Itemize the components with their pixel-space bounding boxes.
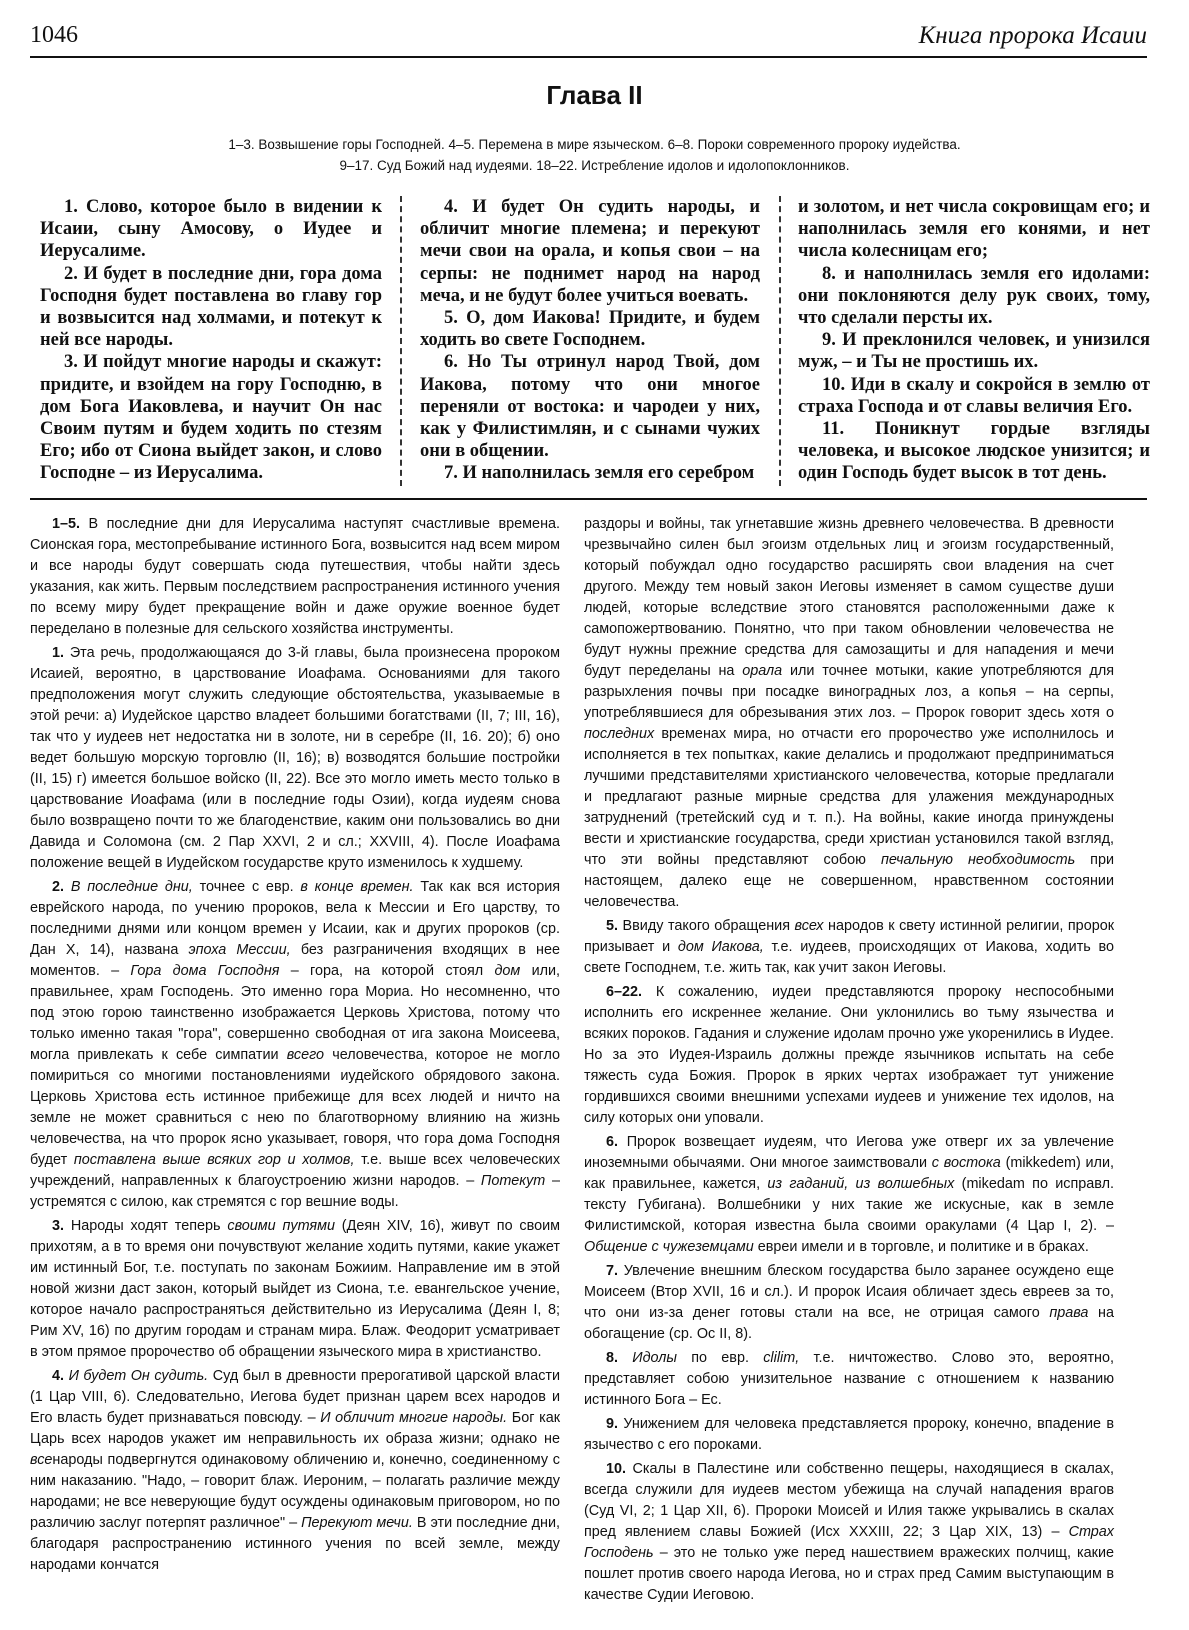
commentary-emphasis: Общение с чужеземцами xyxy=(584,1239,754,1255)
commentary-emphasis: дом xyxy=(494,963,521,979)
commentary-emphasis: Страх Господень xyxy=(584,1524,1114,1561)
commentary-text: на обогащение (ср. Ос II, 8). xyxy=(584,1305,1114,1342)
verse-reference: 1–5. xyxy=(52,516,81,532)
commentary-text: К сожалению, иудеи представляются пророку неспособными исполнить его искреннее желание. Они уклонились во тьму язычества и всяких пороков. Гадания и служение идолам прочно уже укоренились в Иудее. Но за это Иудея-Израиль должны прежде язычников испытать на себе тяжесть суда Божия. Пророк в ярких чертах изображает тут унижение гордившихся своими внешними успехами иудеев и унижение тех идолов, на силу которых они уповали. xyxy=(584,984,1114,1126)
scripture-text xyxy=(40,196,1150,486)
commentary-emphasis: дом Иакова, xyxy=(677,939,764,955)
commentary-text: т.е. ничтожество. Слово это, вероятно, представляет собою унизительное название с отношением к названию истинного Бога – Ес. xyxy=(584,1350,1114,1408)
commentary-emphasis: поставлена выше всяких гор и холмов, xyxy=(73,1152,355,1168)
commentary-text: – устремятся с силою, как стремятся с гор вешние воды. xyxy=(30,1173,560,1210)
commentary-text: по евр. xyxy=(691,1350,749,1366)
verse-column-3 xyxy=(798,196,1150,486)
commentary-emphasis: последних xyxy=(584,726,655,742)
commentary-text: Пророк возвещает иудеям, что Иегова уже отверг их за увлечение иноземными обычаями. Они многое заимствовали xyxy=(584,1134,1114,1171)
commentary-emphasis: из гаданий, из волшебных xyxy=(767,1176,955,1192)
verse-reference: 2. xyxy=(52,879,65,895)
verse-reference: 10. xyxy=(606,1461,627,1477)
commentary-column-1 xyxy=(30,514,560,1614)
commentary-emphasis: своими путями xyxy=(227,1218,335,1234)
commentary-text: – это не только уже перед нашествием вражеских полчищ, какие пошлет против своего народа Иегова, но и страх пред Самим выступающим в качестве Судии Иеговою. xyxy=(584,1545,1115,1603)
verse: 7. И наполнилась земля его серебром xyxy=(444,463,755,484)
commentary-emphasis: орала xyxy=(742,663,783,679)
commentary-text: т.е. иудеев, происходящих от Иакова, ходить во свете Господнем, т.е. жить так, как учит закон Иеговы. xyxy=(584,939,1114,976)
commentary-text: (Деян XIV, 16), живут по своим прихотям, а в то время они почувствуют желание ходить путями, какие укажет им истинный Бог, т.е. поступать по законам Божиим. Направление им в этой новой жизни даст закон, который выйдет из Сиона, т.е. евангельское учение, которое начало распространяться действительно из Иерусалима (Деян I, 8; Рим XV, 16) по другим городам и странам мира. Блаж. Феодорит усматривает в этом прямое пророчество об обращении языческого мира в христианство. xyxy=(30,1218,561,1360)
commentary-text: – гора, на которой стоял xyxy=(290,963,484,979)
commentary-text: Эта речь, продолжающаяся до 3-й главы, была произнесена пророком Исаией, вероятно, в царствование Иоафама. Основаниями для такого предположения могут служить следующие обстоятельства, указываемые в этой речи: а) Иудейское царство владеет большими богатствами (II, 7; III, 16), так что у иудеев нет недостатка ни в золоте, ни в серебре (II, 16. 20); б) оно ведет большую морскую торговлю (II, 16); в) возводятся большие постройки (II, 15) г) имеется большое войско (II, 22). Все это могло иметь место только в царствование Иоафама (или в последние годы Озии), когда иудеям снова было возвращено почти то же благоденствие, каким они пользовались во дни Давида и Соломона (см. 2 Пар XXVI, 2 и сл.; XXVIII, 4). После Иоафама положение вещей в Иудейском государстве круто изменилось к худшему. xyxy=(30,645,560,871)
commentary-text: народы подвергнутся одинаковому обличению и, конечно, соединенному с ним наказанию. "Надо, – говорит блаж. Иероним, – полагать различие между народами; не все неверующие будут осуждены одинаковым приговором, но по различию заслуг потерпят различное" – xyxy=(30,1452,560,1531)
verse-reference: 1. xyxy=(52,645,65,661)
commentary-emphasis: clilim, xyxy=(763,1350,800,1366)
commentary-text: Суд был в древности прерогативой царской власти (1 Цар VIII, 6). Следовательно, Иегова будет признан царем всех народов и Его власть будет признаваться повсюду. – xyxy=(30,1368,561,1426)
commentary-emphasis: с востока xyxy=(931,1155,1001,1171)
commentary-text: или точнее мотыки, какие употребляются для разрыхления почвы при посадке виноградных лоз, а копья – на серпы, употреблявшиеся для обрезывания этих лоз. – Пророк говорит здесь хотя о xyxy=(584,663,1115,721)
commentary-emphasis: в конце времен. xyxy=(300,879,414,895)
chapter-summary-line: 9–17. Суд Божий над иудеями. 18–22. Истребление идолов и идолопоклонников. xyxy=(339,158,850,173)
verse: 10. Иди в скалу и сокройся в землю от страха Господа и от славы величия Его. xyxy=(798,374,1150,417)
verse: 8. и наполнилась земля его идолами: они поклоняются делу рук своих, тому, что сделали персты их. xyxy=(798,263,1150,329)
commentary-text: Скалы в Палестине или собственно пещеры, находящиеся в скалах, всегда служили для иудеев местом убежища на случай нападения врагов (Суд VI, 2; 1 Цар XII, 6). Пророки Моисей и Илия также укрывались в скалах пред явлением славы Божией (Исх XXXIII, 22; 3 Цар XIX, 13) – xyxy=(584,1461,1115,1540)
verse-reference: 7. xyxy=(606,1263,619,1279)
chapter-summary xyxy=(100,134,1089,176)
verse-reference: 3. xyxy=(52,1218,65,1234)
verse: 3. И пойдут многие народы и скажут: придите, и взойдем на гору Господню, в дом Бога Иаковлева, и научит Он нас Своим путям и будем ходить по стезям Его; ибо от Сиона выйдет закон, и слово Господне – из Иерусалима. xyxy=(40,352,382,484)
verse: 5. О, дом Иакова! Придите, и будем ходить во свете Господнем. xyxy=(420,308,760,351)
commentary-emphasis: эпоха Мессии, xyxy=(188,942,291,958)
verse-reference: 9. xyxy=(606,1416,619,1432)
commentary-paragraph xyxy=(584,1348,1114,1411)
commentary-text: точнее с евр. xyxy=(199,879,294,895)
commentary-paragraph xyxy=(30,1366,560,1576)
commentary-text: Увлечение внешним блеском государства было заранее осуждено еще Моисеем (Втор XVII, 16 и сл.). И пророк Исаия обличает здесь евреев за то, что они из-за денег готовы стали на все, не отрицая самого xyxy=(584,1263,1114,1321)
commentary-text: временах мира, но отчасти его пророчество уже исполнилось и исполняется в тех попытках, какие делались и продолжают предприниматься лучшими представителями христианского человечества, которые предлагали и предлагают разные мирные средства для улажения международных затруднений (третейский суд и т. п.). На войны, какие иногда принуждены вести и христианские государства, среди христиан установился такой взгляд, что эти войны представляют собою xyxy=(584,726,1114,868)
column-divider xyxy=(779,196,781,486)
commentary-emphasis: И обличит многие народы. xyxy=(320,1410,508,1426)
commentary-text: Так как вся история еврейского народа, по учению пророков, вела к Мессии и Его царству, то последними днями или концом времен у Исаии, как и других пророков (ср. Дан Х, 14), названа xyxy=(30,879,561,958)
commentary-paragraph xyxy=(584,1261,1114,1345)
commentary-text: т.е. выше всех человеческих учреждений, направленных к благоустроению жизни народов. – xyxy=(30,1152,561,1189)
commentary-paragraph xyxy=(584,1459,1114,1606)
commentary-emphasis: И будет Он судить. xyxy=(68,1368,209,1384)
commentary-emphasis: Потекут xyxy=(480,1173,546,1189)
commentary-emphasis: все xyxy=(30,1452,53,1468)
commentary-text: или, правильнее, храм Господень. Это именно гора Мориа. Но несомненно, что под этою горою таинственно изображается Церковь Христова, потому что только именно такая "гора", совершенно свободная от ига закона Моисеева, могла привлекать к себе симпатии xyxy=(30,963,561,1063)
verse: 1. Слово, которое было в видении к Исаии, сыну Амосову, о Иудее и Иерусалиме. xyxy=(40,197,382,262)
header-divider xyxy=(30,56,1147,58)
commentary-text: В последние дни для Иерусалима наступят счастливые времена. Сионская гора, местопребывание истинного Бога, возвысится над всем миром и все народы будут совершать сюда путешествия, чтобы найти здесь указания, как жить. Первым последствием распространения истинного учения по всему миру будет прекращение войн и даже оружие военное будет переделано в полезные для сельского хозяйства инструменты. xyxy=(30,516,561,637)
commentary-emphasis: В последние дни, xyxy=(70,879,193,895)
verse-column-2 xyxy=(420,196,760,486)
verse-reference: 6–22. xyxy=(606,984,643,1000)
commentary-text: евреи имели и в торговле, и политике и в браках. xyxy=(757,1239,1089,1255)
commentary-emphasis: Идолы xyxy=(632,1350,677,1366)
commentary-paragraph xyxy=(584,982,1114,1129)
commentary-paragraph xyxy=(30,514,560,640)
commentary-paragraph xyxy=(584,514,1114,913)
commentary-text: Ввиду такого обращения xyxy=(622,918,791,934)
commentary-paragraph xyxy=(584,1414,1114,1456)
verse-reference: 6. xyxy=(606,1134,619,1150)
chapter-title: Глава II xyxy=(546,80,643,110)
column-divider xyxy=(400,196,402,486)
verse-reference: 4. xyxy=(52,1368,65,1384)
verse: 2. И будет в последние дни, гора дома Господня будет поставлена во главу гор и возвысится над холмами, и потекут к ней все народы. xyxy=(40,263,382,351)
commentary-text: В эти последние дни, благодаря распространению истинного учения по всей земле, между народами кончатся xyxy=(30,1515,561,1573)
commentary-emphasis: всех xyxy=(794,918,824,934)
commentary-emphasis: Гора дома Господня xyxy=(130,963,280,979)
verse-column-1 xyxy=(40,196,382,486)
commentary-paragraph xyxy=(584,1132,1114,1258)
verse-reference: 8. xyxy=(606,1350,619,1366)
commentary-text: человечества, которое не могло помириться со многими постановлениями иудейского обрядового закона. Церковь Христова есть истинное прибежище для всех людей и ничто на земле не может сравниться с нею по благотворному влиянию на жизнь человечества, на что пророк ясно указывает, говоря, что гора дома Господня будет xyxy=(30,1047,561,1168)
commentary-emphasis: всего xyxy=(286,1047,325,1063)
verse-reference: 5. xyxy=(606,918,619,934)
commentary-text: без разграничения входящих в нее моментов. – xyxy=(30,942,560,979)
commentary-text: (mikedam по исправл. тексту Губигана). Волшебники у них такие же искусные, как в земле Филистимской, которая известна была своими оракулами (4 Цар I, 2). – xyxy=(584,1176,1115,1234)
commentary-paragraph xyxy=(30,877,560,1213)
commentary-paragraph xyxy=(30,1216,560,1363)
section-divider xyxy=(30,498,1147,500)
commentary-text: раздоры и войны, так угнетавшие жизнь древнего человечества. В древности чрезвычайно силен был эгоизм отдельных лиц и эгоизм государственный, который побуждал одно государство расширять свои владения на счет другого. Между тем новый закон Иеговы изменяет в самом существе души людей, которые вследствие этого становятся расположенными даже к самопожертвованию. Понятно, что при таком обновлении человечества не будут нужны прежние средства для самозащиты и для нападения и мечи будут переделаны на xyxy=(584,516,1114,679)
commentary-paragraph xyxy=(584,916,1114,979)
commentary-text: при настоящем, далеко еще не совершенном, нравственном состоянии человечества. xyxy=(584,852,1115,910)
commentary-text: Народы ходят теперь xyxy=(70,1218,221,1234)
verse: 9. И преклонился человек, и унизился муж, – и Ты не простишь их. xyxy=(798,330,1150,373)
commentary-text: (mikkedem) или, как правильнее, кажется, xyxy=(584,1155,1114,1192)
book-title: Книга пророка Исаии xyxy=(918,22,1147,49)
commentary-emphasis: права xyxy=(1049,1305,1089,1321)
running-head xyxy=(30,22,1147,54)
commentary-text: народов к свету истинной религии, пророк призывает и xyxy=(584,918,1114,955)
commentary-paragraph xyxy=(30,643,560,874)
page-number: 1046 xyxy=(30,22,78,48)
commentary-text: Бог как Царь всех народов укажет им неправильность их образа жизни; однако не xyxy=(30,1410,561,1447)
commentary-text: Унижением для человека представляется пророку, конечно, впадение в язычество с его пороками. xyxy=(584,1416,1114,1453)
commentary-emphasis: печальную необходимость xyxy=(880,852,1076,868)
verse: 6. Но Ты отринул народ Твой, дом Иакова, потому что они многое переняли от востока: и чародеи у них, как у Филистимлян, и с сынами чужих они в общении. xyxy=(420,352,760,462)
commentary-column-2 xyxy=(584,514,1114,1614)
verse: 11. Поникнут гордые взгляды человека, и высокое людское унизится; и один Господь будет высок в тот день. xyxy=(798,419,1150,484)
commentary-emphasis: Перекуют мечи. xyxy=(301,1515,413,1531)
verse: 4. И будет Он судить народы, и обличит многие племена; и перекуют мечи свои на орала, и копья свои – на серпы: не поднимет народ на народ меча, и не будут более учиться воевать. xyxy=(420,197,760,306)
verse-continuation: и золотом, и нет числа сокровищам его; и наполнилась земля его конями, и нет числа колесницам его; xyxy=(798,197,1150,262)
chapter-summary-line: 1–3. Возвышение горы Господней. 4–5. Перемена в мире языческом. 6–8. Пороки современного пророку иудейства. xyxy=(228,137,961,152)
